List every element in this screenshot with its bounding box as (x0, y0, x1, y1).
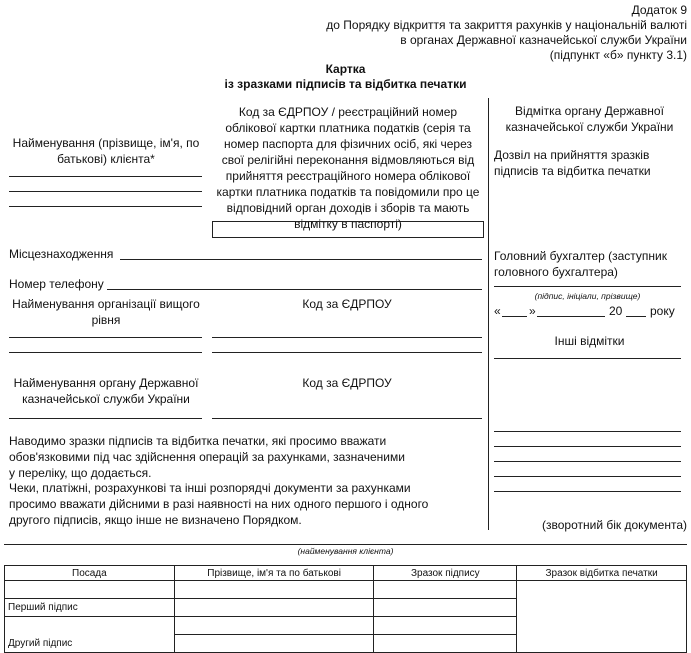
header-line-2: в органах Державної казначейської служби України (400, 33, 687, 47)
treasury-mark-title: Відмітка органу Державної казначейської служби України (505, 104, 674, 134)
phone-label: Номер телефону (9, 277, 104, 291)
phone-line[interactable] (107, 289, 482, 290)
edrpou-code-description: Код за ЄДРПОУ / реєстраційний номер облікової картки платника податків (серія та номер паспорта для фізичних осіб, які через свої релігійні переконання відмовляються від прийняття реєстраційного номера облікової картки платника податків та повідомили про це відповідний орган доходів і зборів та мають відмітку в паспорті) (216, 105, 480, 231)
samples-paragraph: Наводимо зразки підписів та відбитка печатки, які просимо вважати обов'язковими під час здійснення операцій за рахунками, зазначеними у переліку, що додається. (9, 434, 405, 480)
documents-paragraph: Чеки, платіжні, розрахункові та інші розпорядчі документи за рахунками просимо вважати дійсними в разі наявності на них одного першого і одного другого підписів, якщо інше не визначено Порядком. (9, 481, 429, 527)
header-line-1: до Порядку відкриття та закриття рахунків у національній валюті (326, 18, 687, 32)
client-name-caption: (найменування клієнта) (297, 546, 394, 556)
location-line[interactable] (120, 259, 482, 260)
chief-accountant-label: Головний бухгалтер (заступник головного бухгалтера) (494, 249, 667, 279)
first-name-cell-b[interactable] (174, 599, 374, 617)
higher-org-edrpou-line-1[interactable] (212, 337, 482, 338)
other-marks-line-6[interactable] (494, 491, 681, 492)
date-year-line[interactable] (626, 316, 646, 317)
treasury-org-line[interactable] (9, 418, 202, 419)
header-position: Посада (5, 566, 175, 581)
seal-sample-cell[interactable] (517, 581, 687, 653)
edrpou-code-field[interactable] (212, 221, 484, 238)
other-marks-line-5[interactable] (494, 476, 681, 477)
second-signature-label: Другий підпис (5, 635, 175, 653)
second-signature-cell-a[interactable] (374, 617, 517, 635)
signature-samples-table (4, 565, 687, 653)
higher-org-edrpou-line-2[interactable] (212, 352, 482, 353)
date-month-line[interactable] (537, 316, 605, 317)
permit-text: Дозвіл на прийняття зразків підписів та відбитка печатки (494, 148, 651, 178)
date-close-quote: » (529, 304, 536, 318)
treasury-org-edrpou-label: Код за ЄДРПОУ (302, 376, 392, 390)
header-line-3: (підпункт «б» пункту 3.1) (549, 48, 687, 62)
client-name-line-3[interactable] (9, 206, 202, 207)
card-subtitle: із зразками підписів та відбитка печатки (224, 77, 467, 91)
other-marks-line-4[interactable] (494, 461, 681, 462)
second-name-cell-b[interactable] (174, 635, 374, 653)
date-year-prefix: 20 (609, 304, 623, 318)
other-marks-line-2[interactable] (494, 431, 681, 432)
date-day-line[interactable] (502, 316, 527, 317)
date-open-quote: « (494, 304, 501, 318)
first-name-cell-a[interactable] (174, 581, 374, 599)
date-year-suffix: року (650, 304, 675, 318)
higher-org-line-1[interactable] (9, 337, 202, 338)
card-title: Картка (325, 62, 366, 76)
client-name-line-1[interactable] (9, 176, 202, 177)
signature-line[interactable] (494, 286, 681, 287)
table-header-row (5, 566, 687, 581)
table-row-first (5, 581, 687, 599)
appendix-number: Додаток 9 (631, 3, 687, 17)
location-label: Місцезнаходження (9, 247, 114, 261)
higher-org-label: Найменування організації вищого рівня (12, 297, 200, 327)
other-marks-line-1[interactable] (494, 358, 681, 359)
first-signature-cell-b[interactable] (374, 599, 517, 617)
other-marks-label: Інші відмітки (554, 334, 625, 348)
reverse-side-note: (зворотний бік документа) (542, 518, 687, 532)
first-signature-cell-a[interactable] (374, 581, 517, 599)
second-name-cell-a[interactable] (174, 617, 374, 635)
client-name-reverse-line[interactable] (4, 544, 687, 545)
second-signature-cell-b[interactable] (374, 635, 517, 653)
client-name-line-2[interactable] (9, 191, 202, 192)
column-divider (488, 98, 489, 530)
header-signature-sample: Зразок підпису (374, 566, 517, 581)
header-seal-sample: Зразок відбитка печатки (517, 566, 687, 581)
client-name-label: Найменування (прізвище, ім'я, по батькові) клієнта* (12, 136, 200, 166)
higher-org-line-2[interactable] (9, 352, 202, 353)
first-signature-label: Перший підпис (5, 599, 175, 617)
header-full-name: Прізвище, ім'я та по батькові (174, 566, 374, 581)
treasury-org-label: Найменування органу Державної казначейської служби України (13, 376, 199, 406)
signature-caption: (підпис, ініціали, прізвище) (534, 291, 641, 301)
treasury-org-edrpou-line[interactable] (212, 418, 482, 419)
other-marks-line-3[interactable] (494, 446, 681, 447)
higher-org-edrpou-label: Код за ЄДРПОУ (302, 297, 392, 311)
